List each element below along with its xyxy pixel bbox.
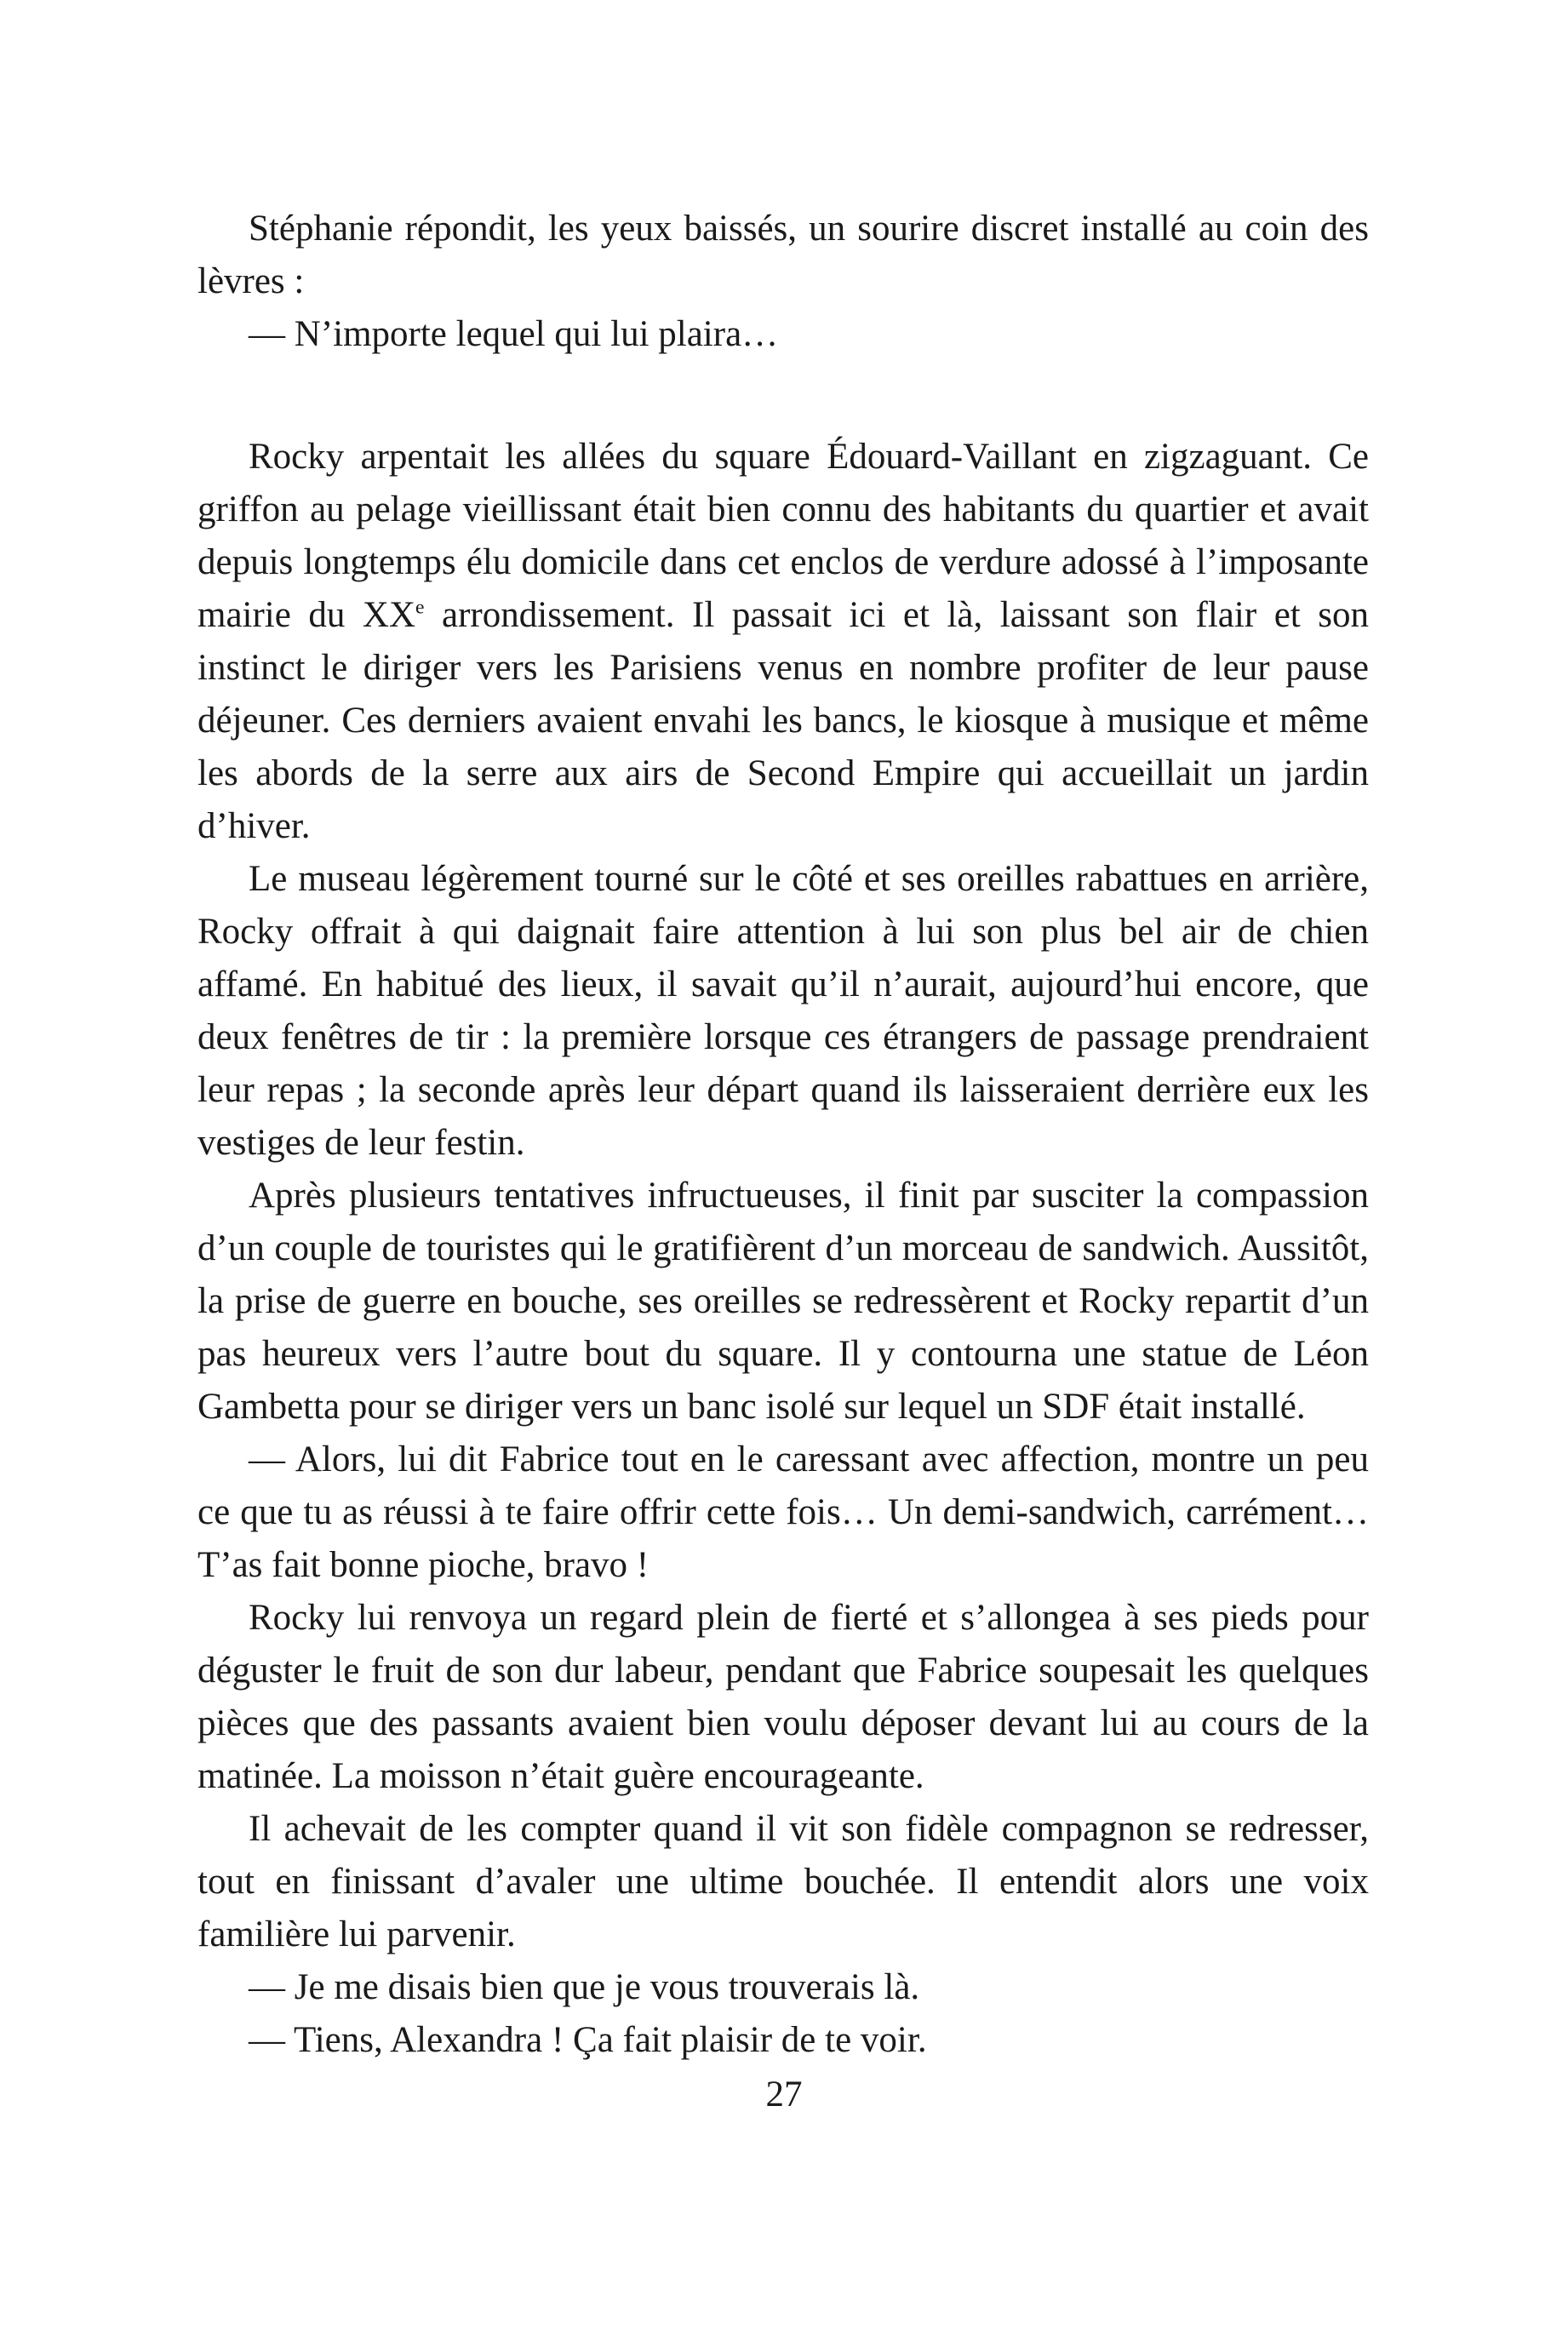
- paragraph-achevait: Il achevait de les compter quand il vit son fidèle compagnon se redresser, tout en finissant d’avaler une ultime bouchée. Il entendit alors une voix familière lui parvenir.: [197, 1809, 1369, 1954]
- dialogue-fabrice: — Alors, lui dit Fabrice tout en le caressant avec affection, montre un peu ce que tu as réussi à te faire offrir cette fois… Un demi-sandwich, carrément… T’as fait bonne pioche, bravo !: [197, 1439, 1369, 1585]
- dialogue-fabrice-reply: — Tiens, Alexandra ! Ça fait plaisir de te voir.: [249, 2020, 927, 2060]
- page-number: 27: [765, 2074, 803, 2115]
- paragraph-regard: Rocky lui renvoya un regard plein de fierté et s’allongea à ses pieds pour déguster le fruit de son dur labeur, pendant que Fabrice soupesait les quelques pièces que des passants avaient bien voulu déposer devant lui au cours de la matinée. La moisson n’était guère encourageante.: [197, 1598, 1369, 1796]
- paragraph-text-continued: arrondissement. Il passait ici et là, laissant son flair et son instinct le diriger vers les Parisiens venus en nombre profiter de leur pause déjeuner. Ces derniers avaient envahi les bancs, le kiosque à musique et même les abords de la serre aux airs de Second Empire qui accueillait un jardin d’hiver.: [197, 595, 1369, 846]
- paragraph-tentatives: Après plusieurs tentatives infructueuses, il finit par susciter la compassion d’un couple de touristes qui le gratifièrent d’un morceau de sandwich. Aussitôt, la prise de guerre en bouche, ses oreilles se redressèrent et Rocky repartit d’un pas heureux vers l’autre bout du square. Il y contourna une statue de Léon Gambetta pour se diriger vers un banc isolé sur lequel un SDF était installé.: [197, 1176, 1369, 1427]
- dialogue-line: — N’importe lequel qui lui plaira…: [249, 314, 779, 354]
- paragraph-stephanie-reply: Stéphanie répondit, les yeux baissés, un sourire discret installé au coin des lèvres :: [197, 209, 1369, 301]
- body-text: [197, 203, 1369, 2067]
- paragraph-text: Rocky arpentait les allées du square Édouard-Vaillant en zigzaguant. Ce griffon au pelage vieillissant était bien connu des habitants du quartier et avait depuis longtemps élu domicile dans cet enclos de verdure adossé à l’imposante mairie du XX: [197, 437, 1369, 635]
- superscript-e: e: [415, 596, 425, 619]
- dialogue-alexandra: — Je me disais bien que je vous trouverais là.: [249, 1967, 920, 2007]
- paragraph-rocky-square: [197, 431, 1369, 853]
- paragraph-rocky-museau: Le museau légèrement tourné sur le côté et ses oreilles rabattues en arrière, Rocky offrait à qui daignait faire attention à lui son plus bel air de chien affamé. En habitué des lieux, il savait qu’il n’aurait, aujourd’hui encore, que deux fenêtres de tir : la première lorsque ces étrangers de passage prendraient leur repas ; la seconde après leur départ quand ils laisseraient derrière eux les vestiges de leur festin.: [197, 859, 1369, 1163]
- section-break: [197, 361, 1369, 431]
